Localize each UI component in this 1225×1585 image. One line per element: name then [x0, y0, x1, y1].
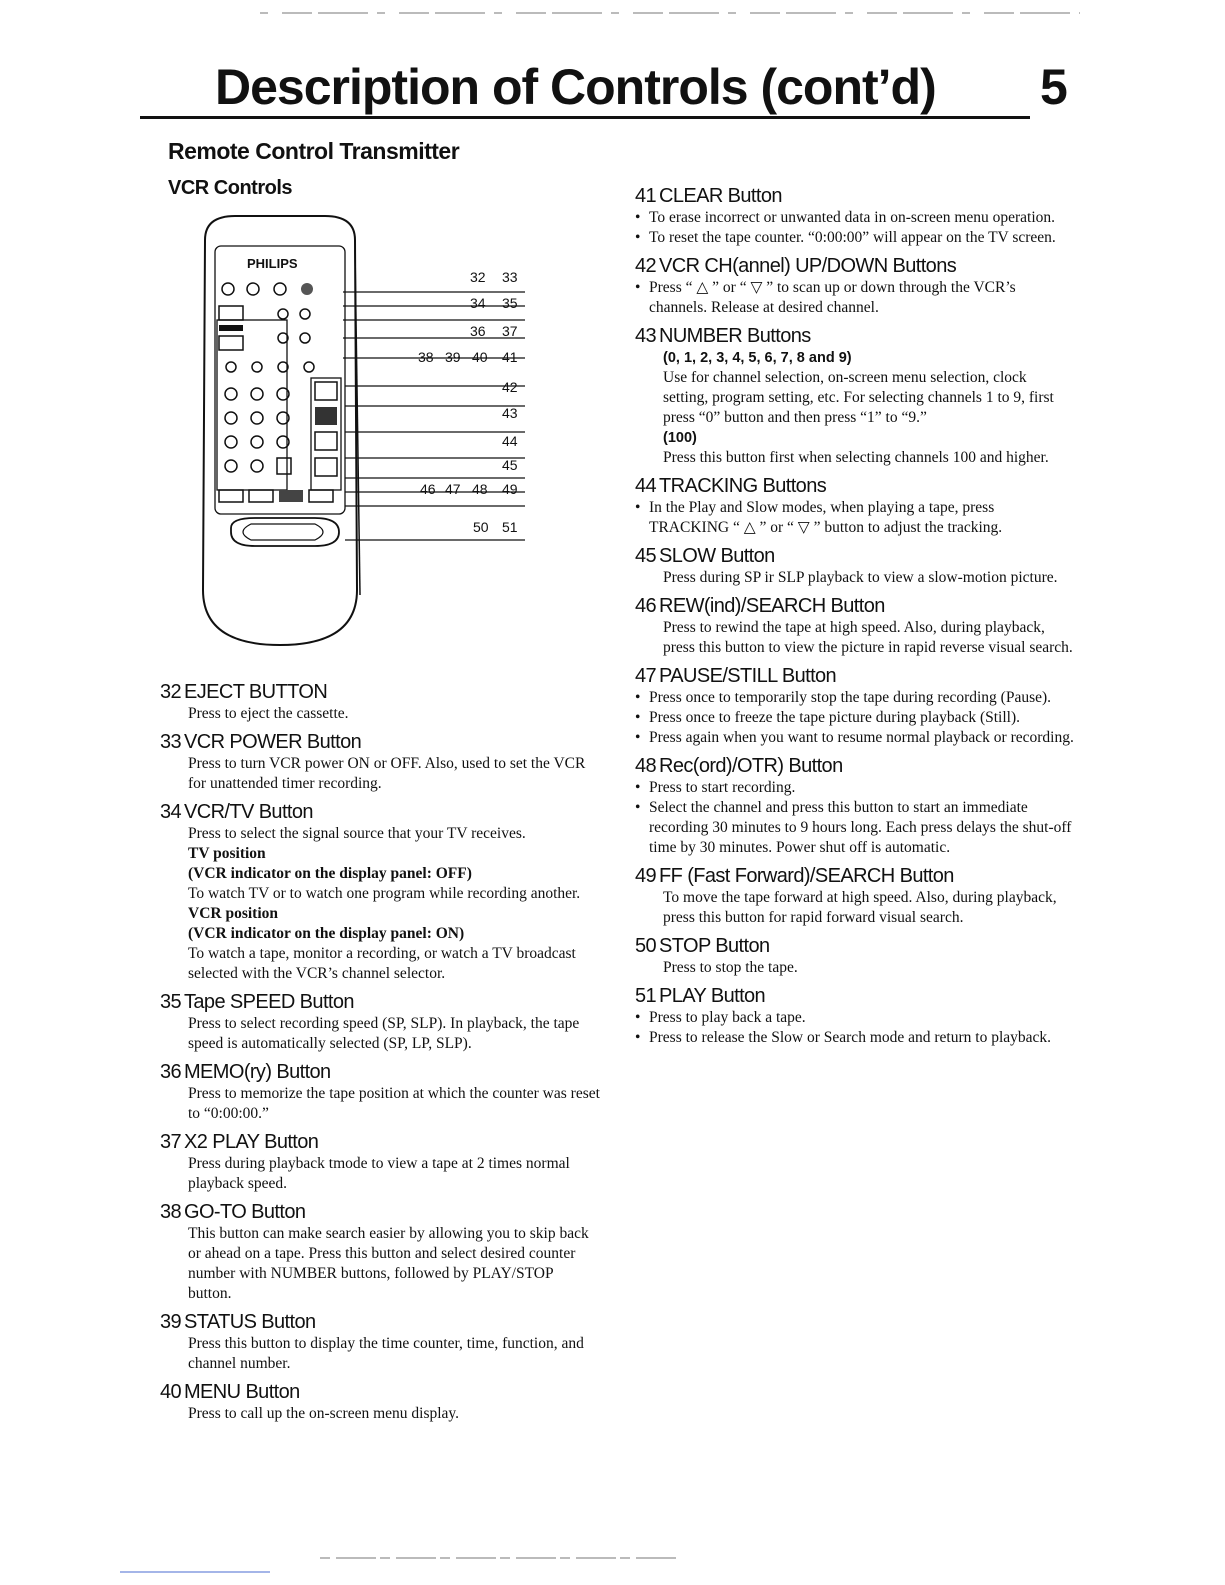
control-number: 35	[160, 991, 182, 1013]
bullet-point: • Press again when you want to resume normal playback or recording.	[635, 728, 1075, 748]
control-title: MEMO(ry) Button	[184, 1061, 331, 1083]
scan-noise-bottom	[120, 1550, 920, 1580]
control-number: 51	[635, 985, 657, 1007]
bullet-point: • Press to release the Slow or Search mode and return to playback.	[635, 1028, 1075, 1048]
control-heading	[635, 184, 1075, 208]
bullet-point: • Press “ △ ” or “ ▽ ” to scan up or down through the VCR’s channels. Release at desired channel.	[635, 278, 1075, 318]
description-text: Press to select the signal source that your TV receives.	[188, 825, 526, 842]
control-number: 39	[160, 1311, 182, 1333]
control-heading	[160, 800, 600, 824]
control-heading	[635, 474, 1075, 498]
callout-42: 42	[502, 379, 518, 395]
control-number: 33	[160, 731, 182, 753]
control-number: 44	[635, 475, 657, 497]
description-text: VCR position	[188, 905, 279, 922]
control-item-49	[635, 864, 1075, 928]
description-text: To move the tape forward at high speed. Also, during playback, press this button for rapid forward visual search.	[663, 889, 1057, 926]
control-number: 46	[635, 595, 657, 617]
control-title: GO-TO Button	[184, 1201, 306, 1223]
control-title: VCR CH(annel) UP/DOWN Buttons	[659, 255, 957, 277]
control-number: 37	[160, 1131, 182, 1153]
callout-50: 50	[473, 519, 489, 535]
control-number: 45	[635, 545, 657, 567]
control-title: MENU Button	[184, 1381, 300, 1403]
description-text: (VCR indicator on the display panel: ON)	[188, 925, 465, 942]
description-text: Press to stop the tape.	[663, 959, 798, 976]
description-text: Press this button first when selecting channels 100 and higher.	[663, 449, 1049, 466]
control-heading	[160, 730, 600, 754]
control-heading	[160, 680, 600, 704]
bullet-point: • In the Play and Slow modes, when playing a tape, press TRACKING “ △ ” or “ ▽ ” button to adjust the tracking.	[635, 498, 1075, 538]
control-item-46	[635, 594, 1075, 658]
control-heading	[635, 864, 1075, 888]
control-heading	[635, 754, 1075, 778]
brand-label: PHILIPS	[247, 256, 298, 271]
control-number: 36	[160, 1061, 182, 1083]
control-item-40	[160, 1380, 600, 1424]
scan-noise-top	[260, 10, 1080, 16]
callout-44: 44	[502, 433, 518, 449]
callout-38: 38	[418, 349, 434, 365]
description-text: Press to select recording speed (SP, SLP). In playback, the tape speed is automatically selected (SP, LP, SLP).	[188, 1015, 580, 1052]
control-number: 41	[635, 185, 657, 207]
control-number: 50	[635, 935, 657, 957]
control-heading	[160, 1310, 600, 1334]
control-number: 32	[160, 681, 182, 703]
control-item-44	[635, 474, 1075, 538]
callout-46: 46	[420, 481, 436, 497]
control-heading	[635, 254, 1075, 278]
remote-control-diagram	[195, 210, 545, 655]
description-text: Press to turn VCR power ON or OFF. Also, used to set the VCR for unattended timer recording.	[188, 755, 586, 792]
right-column	[635, 184, 1075, 1054]
description-text: (0, 1, 2, 3, 4, 5, 6, 7, 8 and 9)	[663, 350, 852, 366]
control-item-35	[160, 990, 600, 1054]
bullet-point: • Press once to temporarily stop the tape during recording (Pause).	[635, 688, 1075, 708]
control-number: 48	[635, 755, 657, 777]
control-number: 38	[160, 1201, 182, 1223]
description-text: Press during playback tmode to view a tape at 2 times normal playback speed.	[188, 1155, 570, 1192]
description-text: To watch TV or to watch one program while recording another.	[188, 885, 581, 902]
control-title: STATUS Button	[184, 1311, 316, 1333]
description-text: Press to eject the cassette.	[188, 705, 349, 722]
control-item-38	[160, 1200, 600, 1304]
page-number: 5	[1040, 59, 1068, 115]
control-title: CLEAR Button	[659, 185, 782, 207]
callout-47: 47	[445, 481, 461, 497]
control-heading	[635, 934, 1075, 958]
control-title: PLAY Button	[659, 985, 766, 1007]
button-grid-icon	[219, 283, 339, 546]
control-heading	[635, 594, 1075, 618]
callout-37: 37	[502, 323, 518, 339]
control-item-48	[635, 754, 1075, 858]
callout-32: 32	[470, 269, 486, 285]
control-heading	[160, 1130, 600, 1154]
control-heading	[635, 544, 1075, 568]
control-item-47	[635, 664, 1075, 748]
control-title: Tape SPEED Button	[184, 991, 354, 1013]
control-title: VCR POWER Button	[184, 731, 362, 753]
control-item-36	[160, 1060, 600, 1124]
callout-49: 49	[502, 481, 518, 497]
control-title: FF (Fast Forward)/SEARCH Button	[659, 865, 954, 887]
description-text: Use for channel selection, on-screen menu selection, clock setting, program setting, etc. For selecting channels 1 to 9, first press “0” button and then press “1” to “9.”	[663, 369, 1054, 426]
callout-43: 43	[502, 405, 518, 421]
left-column	[160, 680, 600, 1430]
bullet-point: • To erase incorrect or unwanted data in on-screen menu operation.	[635, 208, 1075, 228]
control-number: 42	[635, 255, 657, 277]
description-text: Press this button to display the time counter, time, function, and channel number.	[188, 1335, 584, 1372]
control-heading	[160, 1060, 600, 1084]
control-heading	[160, 1200, 600, 1224]
callout-51: 51	[502, 519, 518, 535]
callout-35: 35	[502, 295, 518, 311]
control-title: VCR/TV Button	[184, 801, 313, 823]
control-title: Rec(ord)/OTR) Button	[659, 755, 843, 777]
control-number: 40	[160, 1381, 182, 1403]
control-heading	[635, 984, 1075, 1008]
callout-41: 41	[502, 349, 518, 365]
description-text: Press to memorize the tape position at which the counter was reset to “0:00:00.”	[188, 1085, 600, 1122]
control-number: 47	[635, 665, 657, 687]
description-text: Press to rewind the tape at high speed. Also, during playback, press this button to view the picture in rapid reverse visual search.	[663, 619, 1073, 656]
page-title: Description of Controls (cont’d)	[215, 59, 936, 115]
control-title: TRACKING Buttons	[659, 475, 827, 497]
description-text: Press to call up the on-screen menu display.	[188, 1405, 460, 1422]
control-title: SLOW Button	[659, 545, 775, 567]
description-text: This button can make search easier by allowing you to skip back or ahead on a tape. Press this button and select desired counter number with NUMBER buttons, followed by PLAY/STOP button.	[188, 1225, 589, 1302]
callout-34: 34	[470, 295, 486, 311]
bullet-point: • Press to play back a tape.	[635, 1008, 1075, 1028]
callout-33: 33	[502, 269, 518, 285]
remote-outline	[203, 216, 357, 645]
callout-48: 48	[472, 481, 488, 497]
control-item-51	[635, 984, 1075, 1048]
control-heading	[635, 664, 1075, 688]
title-underline	[140, 116, 1030, 119]
control-heading	[160, 990, 600, 1014]
description-text: (VCR indicator on the display panel: OFF)	[188, 865, 472, 882]
control-heading	[160, 1380, 600, 1404]
control-item-32	[160, 680, 600, 724]
description-text: (100)	[663, 430, 697, 446]
bullet-point: • Press once to freeze the tape picture during playback (Still).	[635, 708, 1075, 728]
control-title: EJECT BUTTON	[184, 681, 328, 703]
callout-39: 39	[445, 349, 461, 365]
callout-lines	[343, 292, 525, 540]
control-item-43	[635, 324, 1075, 468]
control-heading	[635, 324, 1075, 348]
description-text: TV position	[188, 845, 266, 862]
control-title: PAUSE/STILL Button	[659, 665, 837, 687]
control-number: 34	[160, 801, 182, 823]
control-item-37	[160, 1130, 600, 1194]
sub-heading: VCR Controls	[168, 177, 292, 199]
callout-40: 40	[472, 349, 488, 365]
control-item-42	[635, 254, 1075, 318]
control-item-39	[160, 1310, 600, 1374]
callout-45: 45	[502, 457, 518, 473]
control-item-34	[160, 800, 600, 984]
bullet-point: • To reset the tape counter. “0:00:00” will appear on the TV screen.	[635, 228, 1075, 248]
description-text: Press during SP ir SLP playback to view a slow-motion picture.	[663, 569, 1058, 586]
control-item-41	[635, 184, 1075, 248]
control-number: 43	[635, 325, 657, 347]
control-title: X2 PLAY Button	[184, 1131, 319, 1153]
control-item-33	[160, 730, 600, 794]
section-heading: Remote Control Transmitter	[168, 138, 460, 164]
control-item-45	[635, 544, 1075, 588]
control-title: STOP Button	[659, 935, 770, 957]
control-number: 49	[635, 865, 657, 887]
description-text: To watch a tape, monitor a recording, or watch a TV broadcast selected with the VCR’s channel selector.	[188, 945, 576, 982]
control-item-50	[635, 934, 1075, 978]
callout-36: 36	[470, 323, 486, 339]
bullet-point: • Press to start recording.	[635, 778, 1075, 798]
control-title: NUMBER Buttons	[659, 325, 811, 347]
control-title: REW(ind)/SEARCH Button	[659, 595, 885, 617]
bullet-point: • Select the channel and press this button to start an immediate recording 30 minutes to 9 hours long. Each press delays the shut-off time by 30 minutes. Power shut off is automatic.	[635, 798, 1075, 858]
